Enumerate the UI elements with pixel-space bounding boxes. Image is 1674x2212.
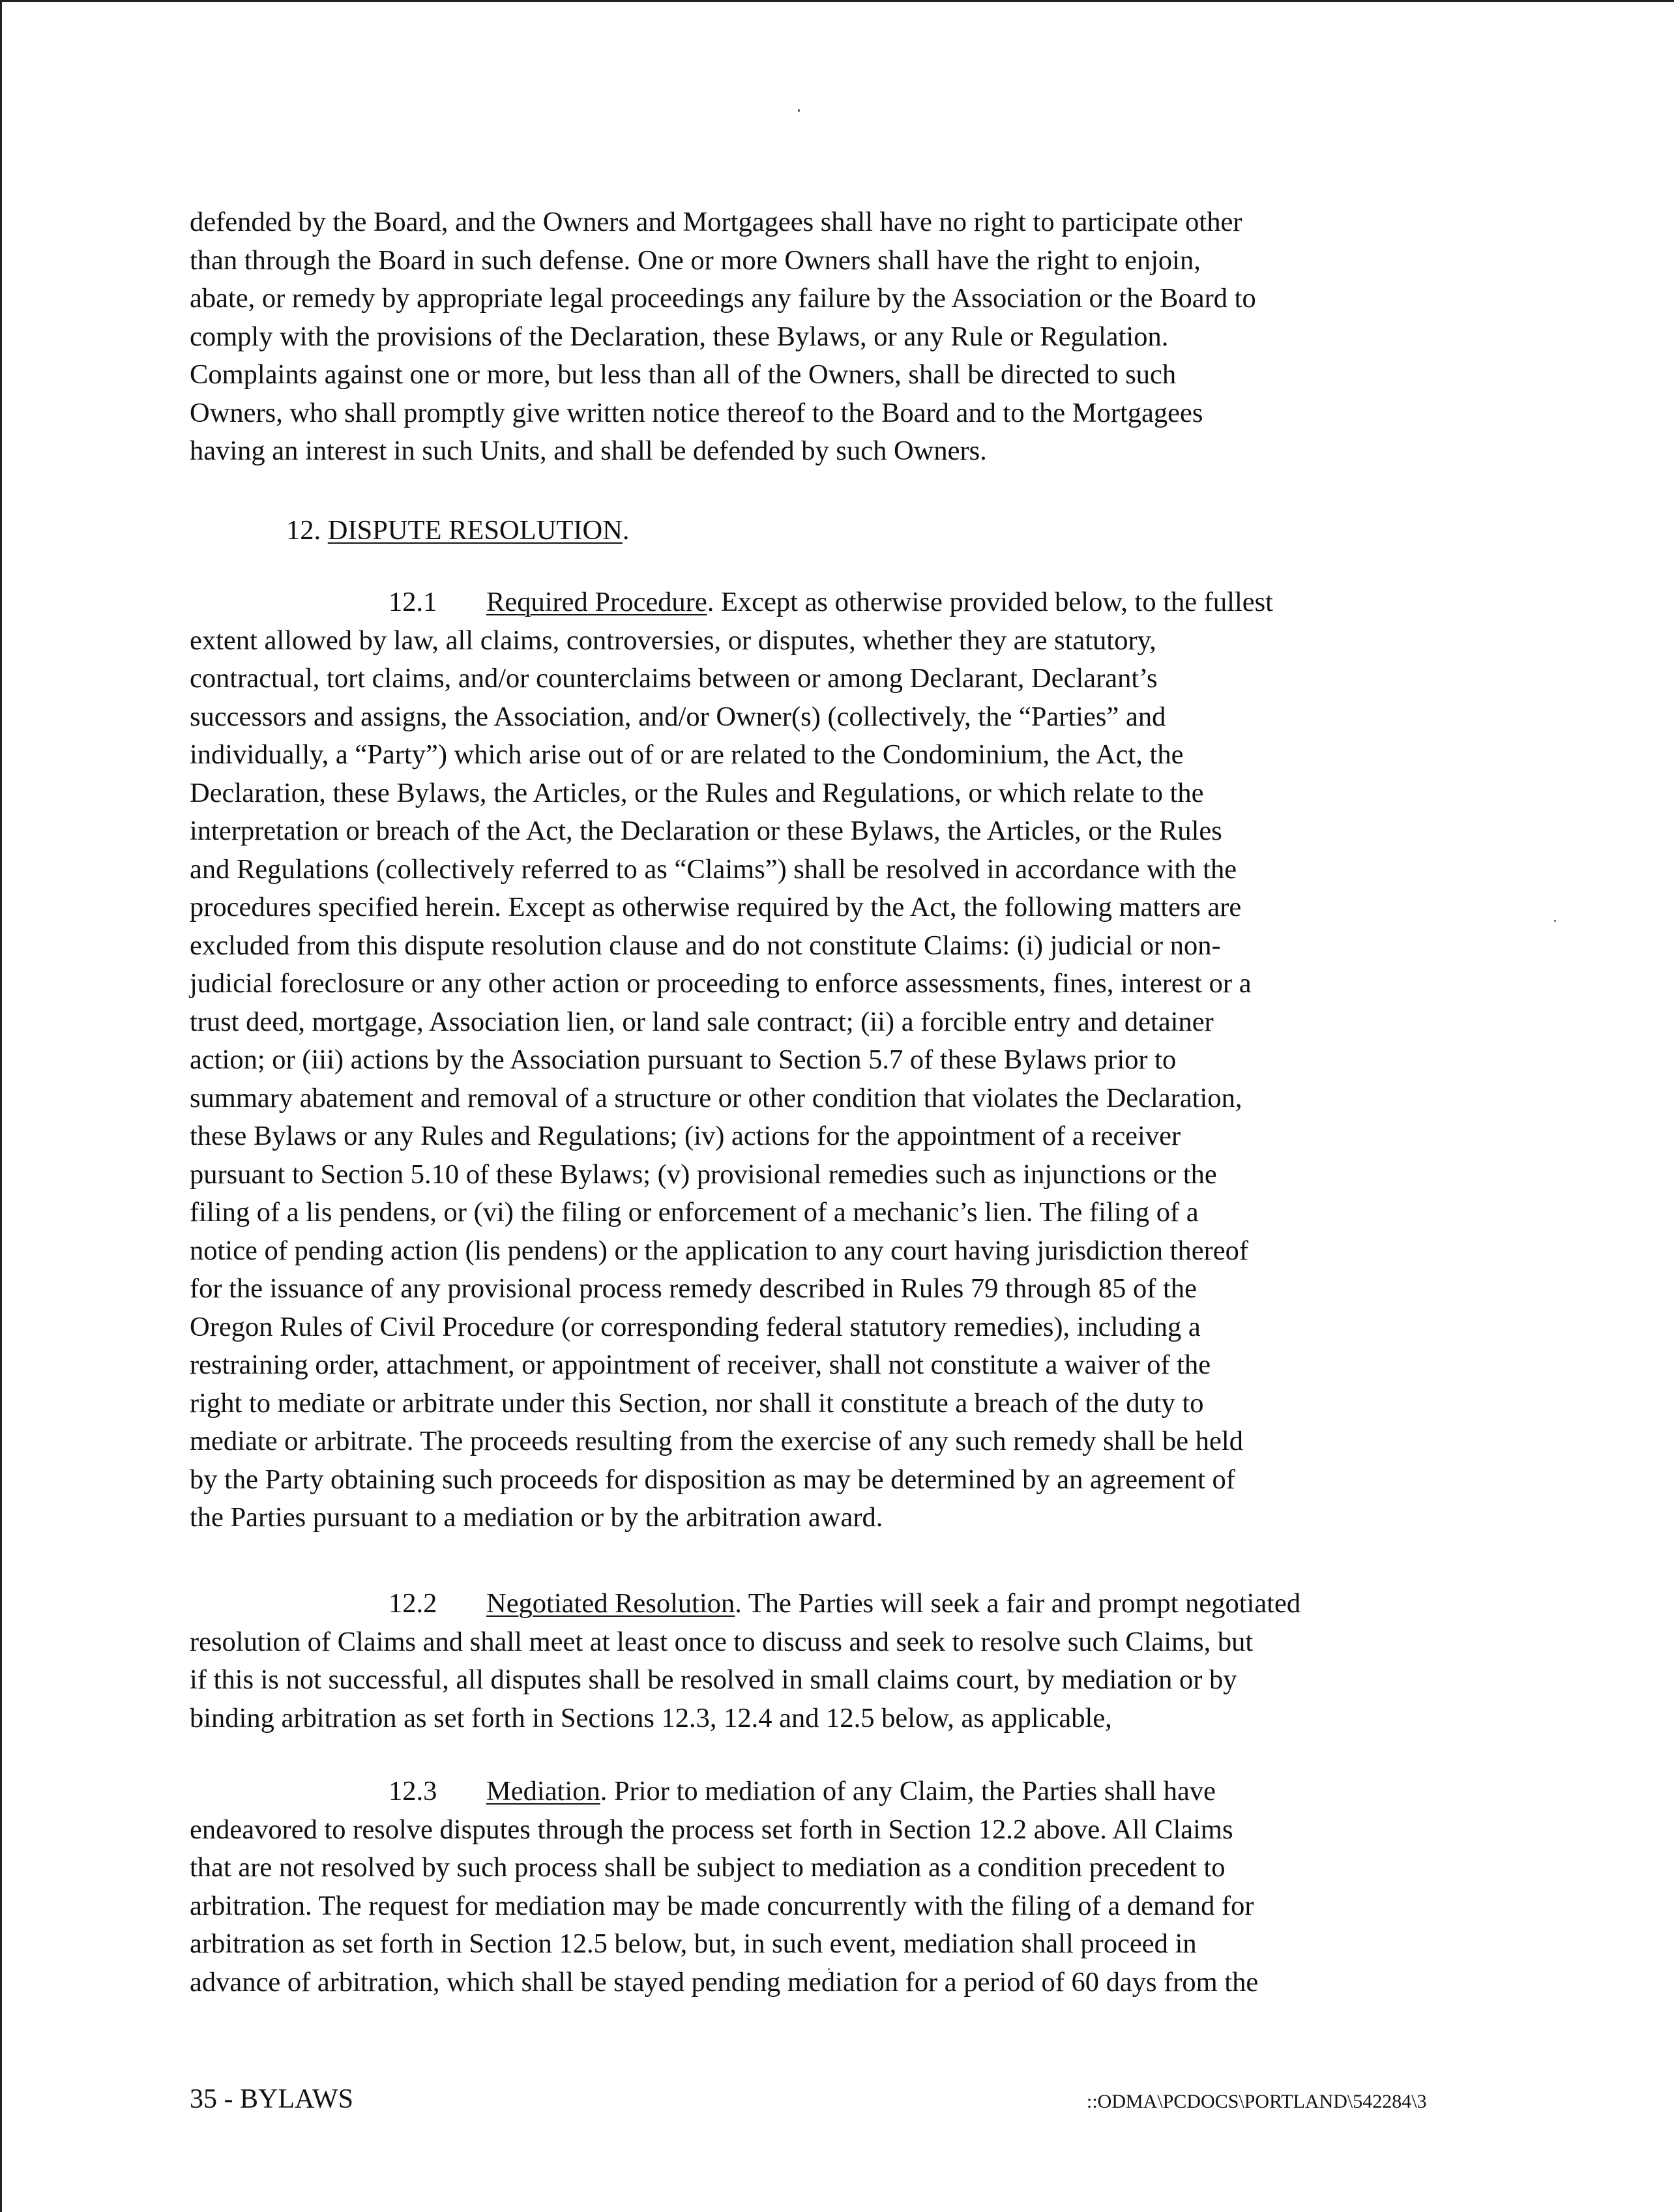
section-number: 12.: [286, 515, 321, 546]
footer-document-path: ::ODMA\PCDOCS\PORTLAND\542284\3: [1087, 2091, 1427, 2112]
subsection-number: 12.2: [389, 1588, 437, 1619]
section-title-period: .: [622, 515, 630, 546]
paragraph-line: action; or (iii) actions by the Association pursuant to Section 5.7 of these Bylaws prior to: [190, 1044, 1177, 1075]
paragraph-line: individually, a “Party”) which arise out of or are related to the Condominium, the Act, the: [190, 739, 1184, 770]
paragraph-line: advance of arbitration, which shall be stayed pending mediation for a period of 60 days from the: [190, 1966, 1259, 1998]
paragraph-line: the Parties pursuant to a mediation or by the arbitration award.: [190, 1502, 883, 1533]
subsection-first-line-text: . Except as otherwise provided below, to the fullest: [707, 587, 1273, 617]
footer-page-label: 35 - BYLAWS: [190, 2084, 353, 2114]
subsection-title: Mediation: [486, 1776, 600, 1806]
paragraph-line: these Bylaws or any Rules and Regulations; (iv) actions for the appointment of a receiver: [190, 1121, 1181, 1151]
subsection-first-line-text: . The Parties will seek a fair and prompt negotiated: [735, 1588, 1301, 1619]
section-heading: [286, 512, 630, 550]
subsection-first-line: [190, 1773, 1467, 1811]
paragraph-line: and Regulations (collectively referred to as “Claims”) shall be resolved in accordance with the: [190, 853, 1237, 885]
paragraph-line: right to mediate or arbitrate under this Section, nor shall it constitute a breach of the duty to: [190, 1387, 1204, 1419]
section-title: DISPUTE RESOLUTION: [327, 515, 623, 546]
paragraph-line: judicial foreclosure or any other action or proceeding to enforce assessments, fines, interest or a: [190, 968, 1252, 999]
paragraph-line: restraining order, attachment, or appointment of receiver, shall not constitute a waiver of the: [190, 1349, 1211, 1380]
subsection-number: 12.3: [389, 1776, 437, 1806]
subsection-title: Required Procedure: [486, 587, 707, 617]
subsection-12-1: [190, 583, 1467, 1537]
paragraph-line: extent allowed by law, all claims, controversies, or disputes, whether they are statutory,: [190, 625, 1156, 656]
paragraph-line: if this is not successful, all disputes shall be resolved in small claims court, by mediation or by: [190, 1664, 1237, 1695]
paragraph-line: procedures specified herein. Except as otherwise required by the Act, the following matters are: [190, 892, 1242, 922]
intro-line: defended by the Board, and the Owners and Mortgagees shall have no right to participate other: [190, 207, 1242, 237]
subsection-first-line: [190, 1585, 1467, 1623]
paragraph-line: trust deed, mortgage, Association lien, or land sale contract; (ii) a forcible entry and detainer: [190, 1006, 1214, 1037]
subsection-title: Negotiated Resolution: [486, 1588, 735, 1619]
intro-line: Owners, who shall promptly give written notice thereof to the Board and to the Mortgagees: [190, 397, 1203, 428]
paragraph-line: binding arbitration as set forth in Sections 12.3, 12.4 and 12.5 below, as applicable,: [190, 1702, 1112, 1733]
scan-speck: [1554, 920, 1556, 922]
subsection-number: 12.1: [389, 587, 437, 617]
paragraph-line: summary abatement and removal of a structure or other condition that violates the Declaration,: [190, 1082, 1242, 1113]
subsection-first-line-text: . Prior to mediation of any Claim, the Parties shall have: [600, 1776, 1216, 1806]
scan-speck: [798, 109, 800, 112]
paragraph-line: endeavored to resolve disputes through the process set forth in Section 12.2 above. All Claims: [190, 1814, 1233, 1845]
paragraph-line: by the Party obtaining such proceeds for disposition as may be determined by an agreement of: [190, 1464, 1235, 1495]
paragraph-line: Declaration, these Bylaws, the Articles, or the Rules and Regulations, or which relate to the: [190, 777, 1204, 808]
intro-line: Complaints against one or more, but less than all of the Owners, shall be directed to such: [190, 359, 1177, 390]
intro-line: abate, or remedy by appropriate legal proceedings any failure by the Association or the Board to: [190, 283, 1256, 314]
paragraph-line: that are not resolved by such process shall be subject to mediation as a condition precedent to: [190, 1852, 1226, 1883]
paragraph-line: for the issuance of any provisional process remedy described in Rules 79 through 85 of the: [190, 1273, 1197, 1304]
intro-paragraph: [190, 203, 1467, 471]
subsection-12-3: [190, 1773, 1467, 2001]
intro-line: than through the Board in such defense. One or more Owners shall have the right to enjoin,: [190, 244, 1201, 276]
subsection-first-line: [190, 583, 1467, 622]
paragraph-line: Oregon Rules of Civil Procedure (or corresponding federal statutory remedies), including a: [190, 1311, 1201, 1342]
paragraph-line: filing of a lis pendens, or (vi) the filing or enforcement of a mechanic’s lien. The filing of a: [190, 1197, 1199, 1228]
paragraph-line: pursuant to Section 5.10 of these Bylaws; (v) provisional remedies such as injunctions or the: [190, 1158, 1217, 1190]
paragraph-line: notice of pending action (lis pendens) or the application to any court having jurisdiction thereof: [190, 1235, 1248, 1266]
paragraph-line: interpretation or breach of the Act, the Declaration or these Bylaws, the Articles, or the Rules: [190, 816, 1222, 846]
paragraph-line: arbitration. The request for mediation may be made concurrently with the filing of a demand for: [190, 1890, 1254, 1921]
intro-line: having an interest in such Units, and shall be defended by such Owners.: [190, 435, 987, 466]
paragraph-line: arbitration as set forth in Section 12.5 below, but, in such event, mediation shall proceed in: [190, 1928, 1197, 1959]
paragraph-line: successors and assigns, the Association, and/or Owner(s) (collectively, the “Parties” and: [190, 701, 1166, 732]
paragraph-line: contractual, tort claims, and/or counterclaims between or among Declarant, Declarant’s: [190, 663, 1158, 694]
paragraph-line: mediate or arbitrate. The proceeds resulting from the exercise of any such remedy shall be held: [190, 1426, 1243, 1456]
subsection-12-2: [190, 1585, 1467, 1737]
intro-line: comply with the provisions of the Declaration, these Bylaws, or any Rule or Regulation.: [190, 321, 1169, 352]
paragraph-line: excluded from this dispute resolution clause and do not constitute Claims: (i) judicial or non-: [190, 930, 1221, 961]
paragraph-line: resolution of Claims and shall meet at least once to discuss and seek to resolve such Claims, but: [190, 1626, 1254, 1657]
